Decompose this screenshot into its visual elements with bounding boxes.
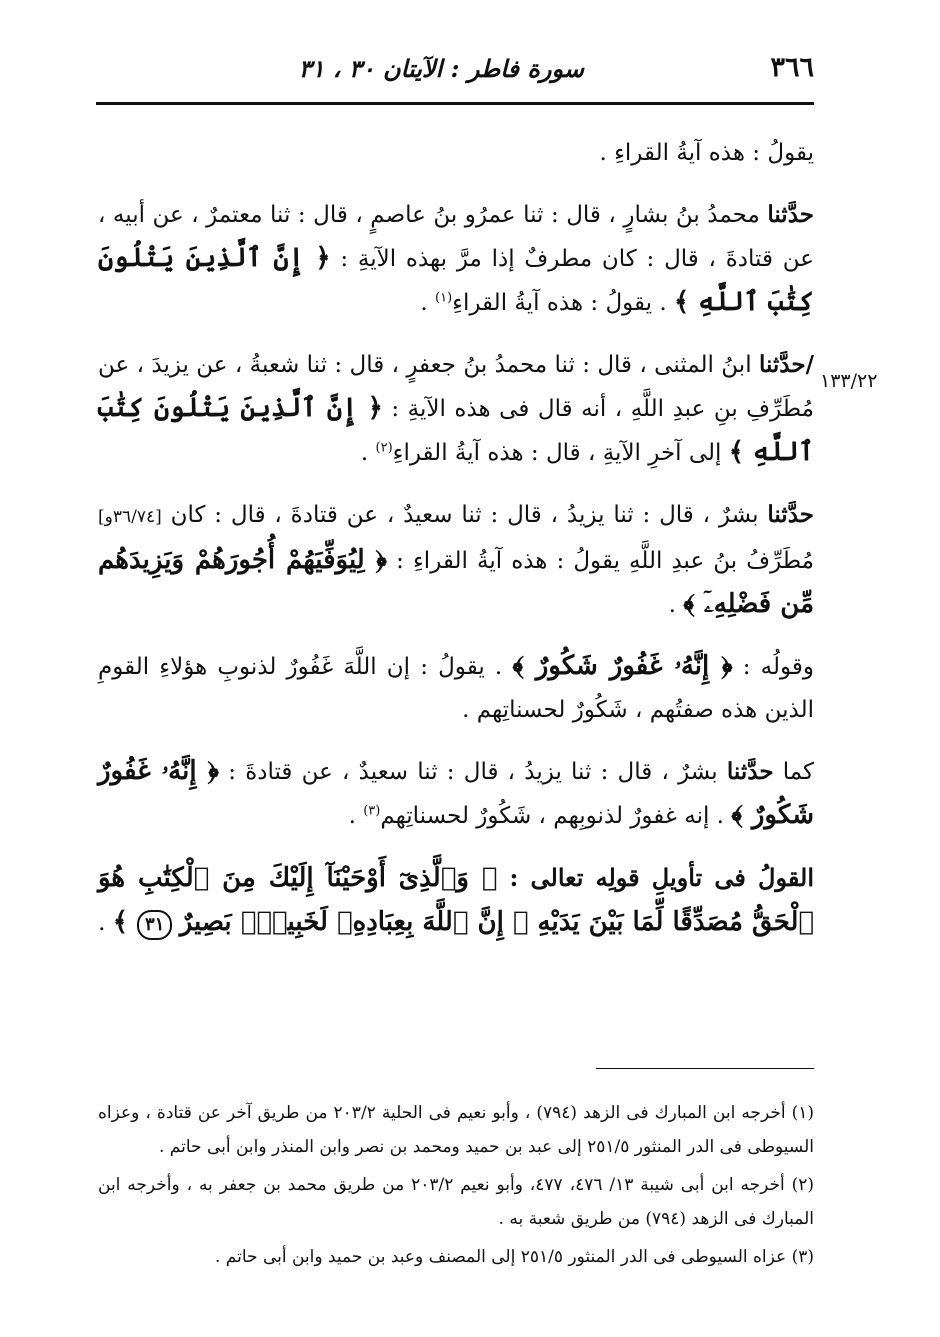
paragraph-3 (98, 343, 814, 475)
quran-close: ﴾ (112, 907, 138, 937)
footnote-marker[interactable]: (١) (435, 290, 453, 306)
footnote-rule (596, 1068, 814, 1069)
paragraph-end: . (98, 910, 113, 936)
quran-quote: ﴿ لِيُوَفِّيَهُمْ أُجُورَهُمْ وَيَزِيدَهُم مِّن فَضْلِهِۦٓ ﴾ (98, 545, 814, 619)
paragraph-tail: إلى آخرِ الآيةِ ، قال : هذه آيةُ القراءِ (392, 440, 729, 466)
isnad-text: محمدُ بنُ بشارٍ ، قال : ثنا عمرُو بنُ عاصمٍ ، قال : ثنا معتمرٌ ، عن أبيه ، عن قتادةَ ، قال : كان مطرفٌ إذا مرَّ بهذه الآيةِ : (98, 202, 814, 272)
paragraph-2 (98, 193, 814, 325)
paragraph-end: . (668, 592, 684, 618)
paragraph-pre: كما (773, 759, 814, 785)
paragraph-tail: . يقولُ : إن اللَّهَ غَفُورٌ لذنوبِ هؤلاءِ القومِ الذين هذه صفتُهم ، شَكُورٌ لحسناتِهم . (98, 654, 814, 723)
paragraph-end: . (360, 440, 376, 466)
paragraph-text: وقولُه : (732, 654, 814, 680)
paragraph-4 (98, 493, 814, 627)
hadith-lead: حدَّثنا (726, 758, 774, 785)
footnote-1: (١) أخرجه ابن المبارك فى الزهد (٧٩٤) ، وأبو نعيم فى الحلية ٢٠٣/٢ من طريق آخر عن قتادة ، وعزاه السيوطى فى الدر المنثور ٢٥١/٥ إلى عبد بن حميد ومحمد بن نصر وابن المنذر وابن أبى حاتم . (98, 1103, 814, 1157)
footnote-3: (٣) عزاه السيوطى فى الدر المنثور ٢٥١/٥ إلى المصنف وعبد بن حميد وابن أبى حاتم . (215, 1247, 814, 1267)
header-rule (96, 102, 814, 105)
page-header (96, 52, 814, 92)
isnad-text-2: مُطَرِّفُ بنُ عبدِ اللَّهِ يقولُ : هذه آيةُ القراءِ : (387, 548, 814, 574)
verse-number-marker: ٣١ (137, 910, 172, 940)
footnote-marker[interactable]: (٣) (363, 803, 381, 819)
isnad-text: ابنُ المثنى ، قال : ثنا محمدُ بنُ جعفرٍ ، قال : ثنا شعبةُ ، عن يزيدَ ، عن مُطَرِّفِ بنِ عبدِ اللَّهِ ، أنه قال فى هذه الآيةِ : (98, 352, 814, 422)
paragraph-end: . (420, 290, 436, 316)
quran-quote: ﴿ إِنَّهُۥ غَفُورٌ شَكُورٌ ﴾ (98, 756, 814, 830)
quran-quote: ﴿ إِنَّهُۥ غَفُورٌ شَكُورٌ ﴾ (512, 651, 733, 681)
manuscript-reference: [٣٦/٧٤و] (98, 507, 162, 527)
running-title: سورة فاطر : الآيتان ٣٠ ، ٣١ (298, 54, 584, 83)
quran-quote: ﴿ وَٱلَّذِىٓ أَوْحَيْنَآ إِلَيْكَ مِنَ ٱلْكِتَٰبِ هُوَ ٱلْحَقُّ مُصَدِّقًا لِّمَا بَيْنَ يَدَيْهِ ۗ إِنَّ ٱللَّهَ بِعِبَادِهِۦ لَخَبِيرٌۢ بَصِيرٌ (98, 863, 814, 937)
isnad-text: بشرٌ ، قال : ثنا يزيدُ ، قال : ثنا سعيدٌ ، عن قتادةَ ، قال : كان (161, 502, 768, 528)
page-number: ٣٦٦ (770, 52, 814, 83)
paragraph-1-text: يقولُ : هذه آيةُ القراءِ . (599, 140, 814, 166)
paragraph-6 (98, 750, 814, 838)
footnote-marker[interactable]: (٢) (375, 440, 393, 456)
paragraph-1 (98, 132, 814, 175)
paragraph-7 (98, 856, 814, 945)
footnote-2: (٢) أخرجه ابن أبى شيبة ١٣/ ٤٧٦، ٤٧٧، وأبو نعيم ٢٠٣/٢ من طريق محمد بن جعفر به ، وأخرجه ابن المبارك فى الزهد (٧٩٤) من طريق شعبة به . (98, 1175, 814, 1229)
margin-reference: ١٣٣/٢٢ (820, 370, 878, 392)
slash-mark: / (805, 351, 814, 378)
paragraph-5 (98, 645, 814, 732)
paragraph-tail: . يقولُ : هذه آيةُ القراءِ (452, 290, 675, 316)
hadith-lead: حدَّثنا (767, 201, 814, 228)
isnad-text: بشرٌ ، قال : ثنا يزيدُ ، قال : ثنا سعيدٌ ، عن قتادةَ : (219, 759, 727, 785)
section-heading: القولُ فى تأويلِ قولِه تعالى : (497, 863, 814, 892)
hadith-lead: حدَّثنا (767, 501, 814, 528)
footnotes (98, 1096, 814, 1278)
hadith-lead: حدَّثنا (758, 351, 806, 378)
paragraph-tail: . إنه غفورٌ لذنوبِهم ، شَكُورٌ لحسناتِهم (380, 803, 732, 829)
main-text (98, 132, 814, 963)
quran-quote: ﴿ إِنَّ ٱلَّذِينَ يَتْلُونَ كِتَٰبَ ٱللَّهِ ﴾ (98, 243, 814, 317)
paragraph-end: . (348, 803, 364, 829)
quran-quote: ﴿ إِنَّ ٱلَّذِينَ يَتْلُونَ كِتَٰبَ ٱللَّهِ ﴾ (98, 393, 814, 467)
